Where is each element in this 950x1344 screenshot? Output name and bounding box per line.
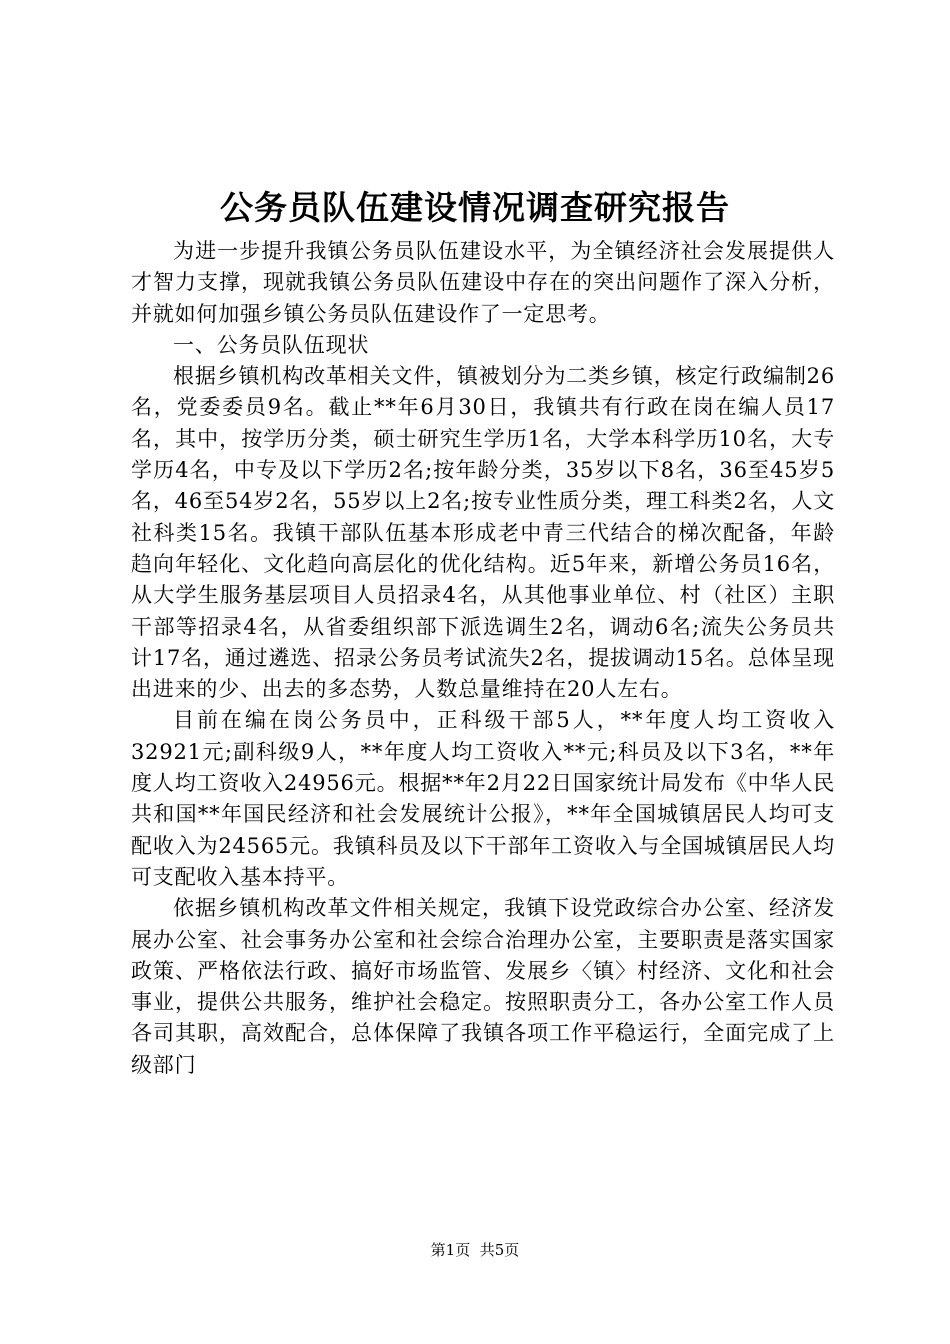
document-title: 公务员队伍建设情况调查研究报告 — [220, 188, 730, 227]
paragraph-offices: 依据乡镇机构改革文件相关规定，我镇下设党政综合办公室、经济发展办公室、社会事务办公室和社会综合治理办公室，主要职责是落实国家政策、严格依法行政、搞好市场监管、发展乡〈镇〉村经济、文化和社会事业，提供公共服务，维护社会稳定。按照职责分工，各办公室工作人员各司其职，高效配合，总体保障了我镇各项工作平稳运行，全面完成了上级部门 — [131, 896, 835, 1077]
page-footer — [0, 1240, 950, 1260]
paragraph-salary: 目前在编在岗公务员中，正科级干部5人，**年度人均工资收入32921元;副科级9人，**年度人均工资收入**元;科员及以下3名，**年度人均工资收入24956元。根据**年2月22日国家统计局发布《中华人民共和国**年国民经济和社会发展统计公报》，**年全国城镇居民人均可支配收入为24565元。我镇科员及以下干部年工资收入与全国城镇居民人均可支配收入基本持平。 — [131, 708, 835, 889]
section-heading: 一、公务员队伍现状 — [173, 332, 370, 357]
page-total: 共5页 — [479, 1241, 520, 1259]
page-number: 第1页 — [430, 1241, 471, 1259]
document-body — [131, 236, 835, 1081]
paragraph-intro: 为进一步提升我镇公务员队伍建设水平，为全镇经济社会发展提供人才智力支撑，现就我镇公务员队伍建设中存在的突出问题作了深入分析，并就如何加强乡镇公务员队伍建设作了一定思考。 — [131, 239, 835, 326]
paragraph-staffing: 根据乡镇机构改革相关文件，镇被划分为二类乡镇，核定行政编制26名，党委委员9名。截止**年6月30日，我镇共有行政在岗在编人员17名，其中，按学历分类，硕士研究生学历1名，大学本科学历10名，大专学历4名，中专及以下学历2名;按年龄分类，35岁以下8名，36至45岁5名，46至54岁2名，55岁以上2名;按专业性质分类，理工科类2名，人文社科类15名。我镇干部队伍基本形成老中青三代结合的梯次配备，年龄趋向年轻化、文化趋向高层化的优化结构。近5年来，新增公务员16名，从大学生服务基层项目人员招录4名，从其他事业单位、村（社区）主职干部等招录4名，从省委组织部下派选调生2名，调动6名;流失公务员共计17名，通过遴选、招录公务员考试流失2名，提拔调动15名。总体呈现出进来的少、出去的多态势，人数总量维持在20人左右。 — [131, 364, 835, 702]
